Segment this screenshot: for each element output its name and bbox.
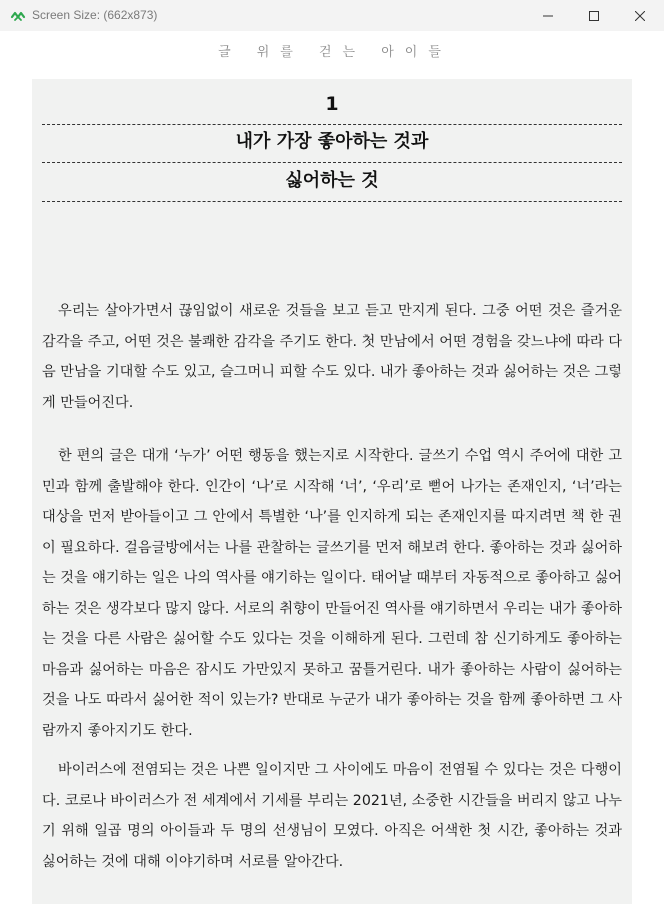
divider [42,124,622,125]
app-logo-icon [10,8,26,24]
series-title: 글 위를 걷는 아이들 [218,45,452,60]
title-bar[interactable] [0,0,664,31]
paragraph: 우리는 살아가면서 끊임없이 새로운 것들을 보고 듣고 만지게 된다. 그중 어떤 것은 즐거운 감각을 주고, 어떤 것은 불쾌한 감각을 주기도 한다. 첫 만남에서 어떤 경험을 갖느냐에 따라 다음 만남을 기대할 수도 있고, 슬그머니 피할 수도 있다. 내가 좋아하는 것과 싫어하는 것은 그렇게 만들어진다. [42,303,622,411]
divider [42,201,622,202]
content-panel [32,79,632,904]
close-icon [635,11,645,21]
maximize-icon [589,11,599,21]
close-button[interactable] [617,0,663,31]
window-title: Screen Size: (662x873) [32,8,158,22]
minimize-icon [543,11,553,21]
minimize-button[interactable] [525,0,571,31]
divider [42,162,622,163]
maximize-button[interactable] [571,0,617,31]
paragraph: 바이러스에 전염되는 것은 나쁜 일이지만 그 사이에도 마음이 전염될 수 있다는 것은 다행이다. 코로나 바이러스가 전 세계에서 기세를 부리는 2021년, 소중한 시간들을 버리지 않고 나누기 위해 일곱 명의 아이들과 두 명의 선생님이 모였다. 아직은 어색한 첫 시간, 좋아하는 것과 싫어하는 것에 대해 이야기하며 서로를 알아간다. [42,762,622,870]
chapter-number: 1 [325,93,339,115]
paragraph: 한 편의 글은 대개 ‘누가’ 어떤 행동을 했는지로 시작한다. 글쓰기 수업 역시 주어에 대한 고민과 함께 출발해야 한다. 인간이 ‘나’로 시작해 ‘너’, ‘우리’로 뻗어 나가는 존재인지, ‘너’라는 대상을 먼저 받아들이고 그 안에서 특별한 ‘나’를 인지하게 되는 존재인지를 따지려면 책 한 권이 필요하다. 걸음글방에서는 나를 관찰하는 글쓰기를 먼저 해보려 한다. 좋아하는 것과 싫어하는 것을 얘기하는 일은 나의 역사를 얘기하는 일이다. 태어날 때부터 자동적으로 좋아하고 싫어하는 것은 생각보다 많지 않다. 서로의 취향이 만들어진 역사를 얘기하면서 우리는 내가 좋아하는 것을 다른 사람은 싫어할 수도 있다는 것을 이해하게 된다. 그런데 참 신기하게도 좋아하는 마음과 싫어하는 마음은 잠시도 가만있지 못하고 꿈틀거린다. 내가 좋아하는 사람이 싫어하는 것을 나도 따라서 싫어한 적이 있는가? 반대로 누군가 내가 좋아하는 것을 함께 좋아하면 그 사람까지 좋아지기도 한다. [42,448,622,739]
chapter-title-line-2: 싫어하는 것 [285,170,379,191]
chapter-title-line-1: 내가 가장 좋아하는 것과 [235,131,429,152]
